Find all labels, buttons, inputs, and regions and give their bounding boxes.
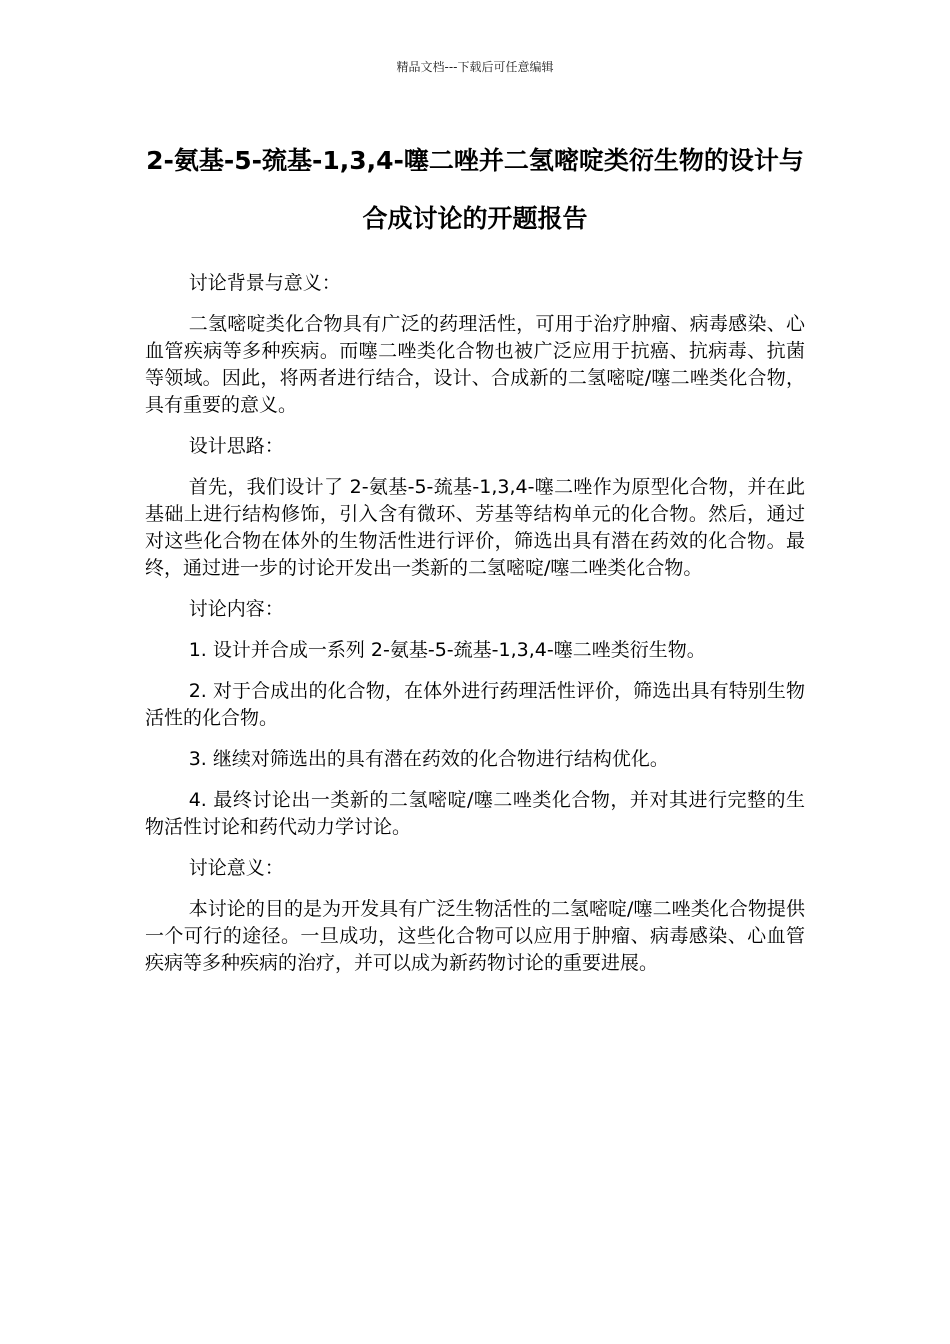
- content-item: 4. 最终讨论出一类新的二氢嘧啶/噻二唑类化合物，并对其进行完整的生物活性讨论和药代动力学讨论。: [145, 789, 805, 838]
- content-item: 3. 继续对筛选出的具有潜在药效的化合物进行结构优化。: [188, 748, 669, 770]
- design-paragraph: 首先，我们设计了 2-氨基-5-巯基-1,3,4-噻二唑作为原型化合物，并在此基础上进行结构修饰，引入含有微环、芳基等结构单元的化合物。然后，通过对这些化合物在体外的生物活性进行评价，筛选出具有潜在药效的化合物。最终，通过进一步的讨论开发出一类新的二氢嘧啶/噻二唑类化合物。: [145, 476, 805, 579]
- document-body: [145, 270, 805, 991]
- significance-heading: 讨论意义：: [188, 857, 284, 879]
- content-heading: 讨论内容：: [188, 598, 284, 620]
- content-item: 1. 设计并合成一系列 2-氨基-5-巯基-1,3,4-噻二唑类衍生物。: [188, 639, 706, 661]
- background-paragraph: 二氢嘧啶类化合物具有广泛的药理活性，可用于治疗肿瘤、病毒感染、心血管疾病等多种疾病。而噻二唑类化合物也被广泛应用于抗癌、抗病毒、抗菌等领域。因此，将两者进行结合，设计、合成新的二氢嘧啶/噻二唑类化合物，具有重要的意义。: [145, 313, 805, 416]
- document-title: 2-氨基-5-巯基-1,3,4-噻二唑并二氢嘧啶类衍生物的设计与合成讨论的开题报告: [146, 146, 804, 233]
- header-note: 精品文档---下载后可任意编辑: [396, 60, 554, 74]
- background-heading: 讨论背景与意义：: [188, 272, 341, 294]
- content-item: 2. 对于合成出的化合物，在体外进行药理活性评价，筛选出具有特别生物活性的化合物。: [145, 680, 805, 729]
- significance-paragraph: 本讨论的目的是为开发具有广泛生物活性的二氢嘧啶/噻二唑类化合物提供一个可行的途径。一旦成功，这些化合物可以应用于肿瘤、病毒感染、心血管疾病等多种疾病的治疗，并可以成为新药物讨论的重要进展。: [145, 898, 805, 974]
- design-heading: 设计思路：: [188, 435, 284, 457]
